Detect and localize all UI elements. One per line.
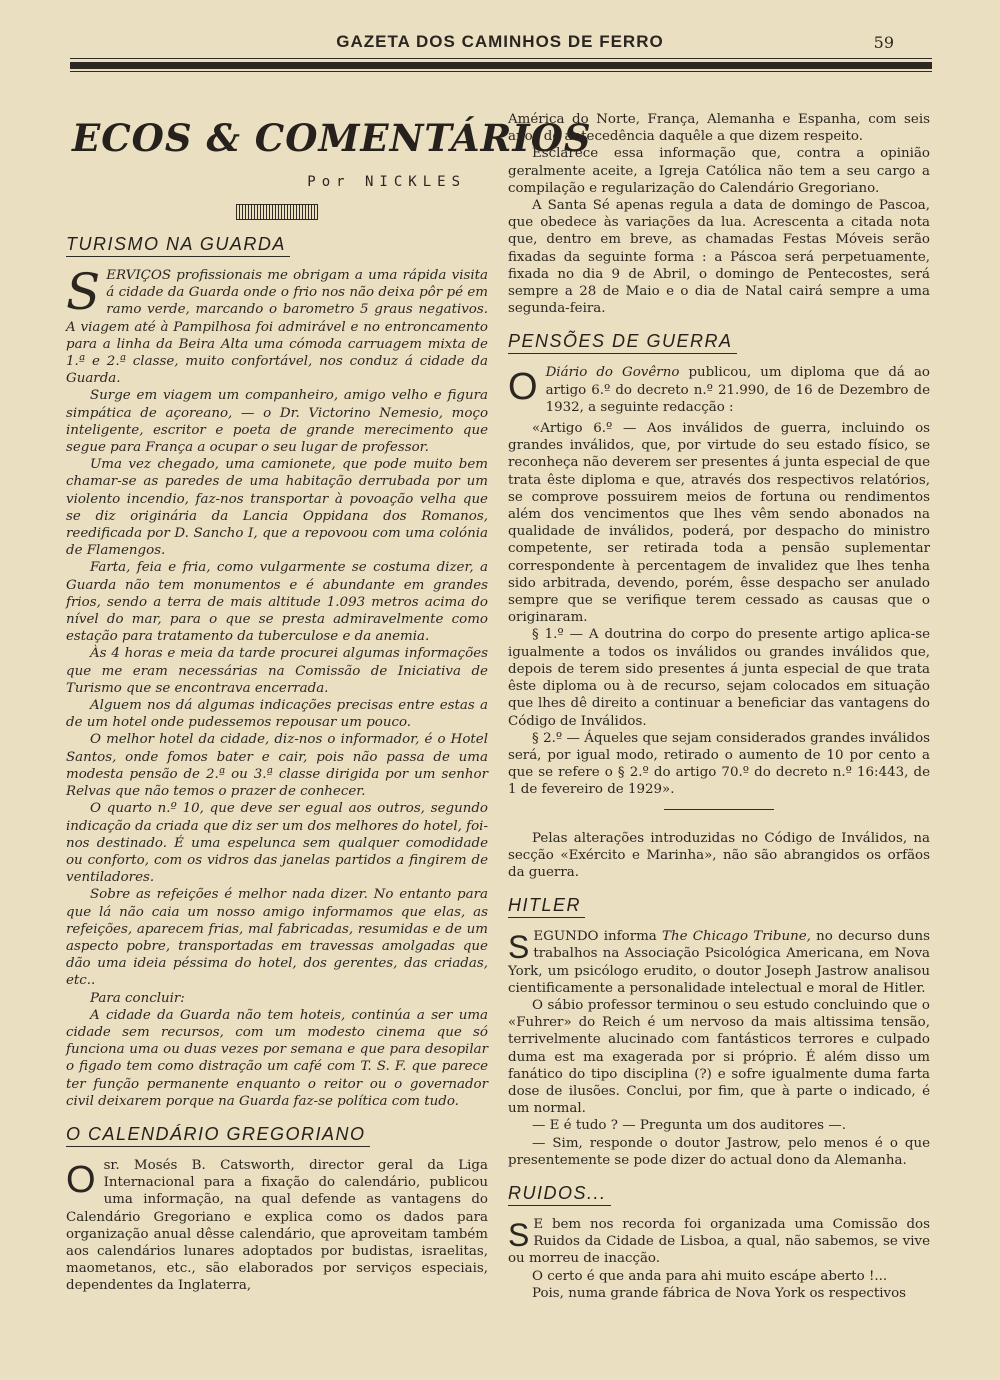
drop-cap: O (66, 1158, 96, 1201)
page-number: 59 (873, 33, 894, 52)
paragraph: Esclarece essa informação que, contra a opinião geralmente aceite, a Igreja Católica não tem a seu cargo a compilação e regularização do Calendário Gregoriano. (508, 146, 930, 196)
paragraph: SEGUNDO informa The Chicago Tribune, no decurso duns trabalhos na Associação Psicológica Americana, em Nova York, um psicólogo erudito, o doutor Joseph Jastrow analisou cientificamente a personalidade intelectual e moral de Hitler. (508, 929, 930, 996)
divider (664, 809, 774, 810)
paragraph: Uma vez chegado, uma camionete, que pode muito bem chamar-se as paredes de uma habitação derrubada por um violento incendio, faz-nos transportar à povoação velha que se diz originária da Lancia Oppidana dos Romanos, reedificada por D. Sancho I, que a repovoou com uma colónia de Flamengos. (66, 457, 488, 559)
paragraph: — E é tudo ? — Pregunta um dos auditores —. (532, 1118, 846, 1134)
paragraph: § 2.º — Áqueles que sejam considerados grandes inválidos será, por igual modo, retirado o aumento de 10 por cento a que se refere o § 2.º do artigo 70.º do decreto n.º 16:443, de 1 de fevereiro de 1929». (508, 730, 930, 798)
section-heading-pensoes: PENSÕES DE GUERRA (508, 331, 737, 354)
paragraph: Pelas alterações introduzidas no Código de Inválidos, na secção «Exército e Marinha», não são abrangidos os orfãos da guerra. (508, 830, 930, 880)
drop-cap: S (66, 263, 101, 321)
ornament-divider (236, 204, 318, 220)
publication-title: GAZETA DOS CAMINHOS DE FERRO (336, 32, 664, 51)
paragraph: Farta, feia e fria, como vulgarmente se costuma dizer, a Guarda não tem monumentos e é abundante em grandes frios, sendo a terra de mais altitude 1.093 metros acima do nível do mar, para o que se presta admiravelmente como estação para tratamento da tuberculose e da anemia. (66, 560, 488, 645)
paragraph: Surge em viagem um companheiro, amigo velho e figura simpática de açoreano, — o Dr. Victorino Nemesio, moço inteligente, escritor e poeta de grande merecimento que segue para França a ocupar o seu lugar de professor. (66, 388, 488, 456)
paragraph: O sábio professor terminou o seu estudo concluindo que o «Fuhrer» do Reich é um nervoso da mais altissima tensão, terrivelmente alucinado com fantásticos terrores e culpado duma est ma exagerada por si próprio. É além disso um fanático do tipo disciplina (?) e sofre igualmente duma farta dose de ilusões. Conclui, por fim, que à parte o indicado, é um normal. (508, 997, 930, 1117)
section-heading-calendario: O CALENDÁRIO GREGORIANO (66, 1124, 370, 1147)
paragraph: — Sim, responde o doutor Jastrow, pelo menos é o que presentemente se pode dizer do actual dono da Alemanha. (508, 1135, 930, 1168)
paragraph: A cidade da Guarda não tem hoteis, continúa a ser uma cidade sem recursos, com um modesto cinema que só funciona uma ou duas vezes por semana e que para desopilar o figado tem como distração um café com T. S. F. que parece ter função permanente enquanto o reitor ou o governador civil deixarem porque na Guarda faz-se política com tudo. (66, 1007, 488, 1109)
paragraph: Para concluir: (90, 990, 185, 1006)
paragraph: Pois, numa grande fábrica de Nova York os respectivos (532, 1285, 907, 1301)
paragraph: Osr. Mosés B. Catsworth, director geral da Liga Internacional para a fixação do calendário, publicou uma informação, na qual defende as vantagens do Calendário Gregoriano e explica como os dados para organização anual dêsse calendário, que aproveitam também aos calendários lunares adoptados por budistas, israelitas, maometanos, etc., são elaborados por serviços especiais, dependentes da Inglaterra, (66, 1157, 488, 1294)
drop-cap: S (508, 929, 530, 966)
header-rule-thick (70, 62, 932, 69)
section-turismo (66, 263, 488, 1110)
paragraph: SERVIÇOS profissionais me obrigam a uma rápida visita á cidade da Guarda onde o frio nos não deixa pôr pé em ramo verde, marcando o barometro 5 graus negativos. A viagem até à Pampilhosa foi admirável e no entroncamento para a linha da Beira Alta uma cómoda carruagem mixta de 1.ª e 2.ª classe, muito confortável, nos conduz á cidade da Guarda. (66, 263, 488, 387)
paragraph: O certo é que anda para ahi muito escápe aberto !... (532, 1268, 888, 1284)
drop-cap: O (508, 366, 538, 409)
header-rule-bottom (70, 71, 932, 72)
paragraph: A Santa Sé apenas regula a data de domingo de Pascoa, que obedece às variações da lua. Acrescenta a citada nota que, dentro em breve, as chamadas Festas Móveis serão fixadas da seguinte forma : a Páscoa será perpetuamente, fixada no dia 9 de Abril, o domingo de Pentecostes, será sempre a 28 de Maio e o dia de Natal cairá sempre a uma segunda-feira. (508, 198, 930, 317)
paragraph: S E bem nos recorda foi organizada uma Comissão dos Ruidos da Cidade de Lisboa, a qual, não sabemos, se vive ou morreu de inacção. (508, 1216, 930, 1267)
section-heading-ruidos: RUIDOS... (508, 1183, 611, 1206)
section-ruidos (508, 1216, 930, 1302)
paragraph: § 1.º — A doutrina do corpo do presente artigo aplica-se igualmente a todos os inválidos ou grandes inválidos que, depois de terem sido presentes á junta especial de que trata êste diploma ou à de recurso, sejam colocados em situação que lhes dê direito a continuar a beneficiar das vantagens do Código de Inválidos. (508, 627, 930, 729)
byline: Por NICKLES (307, 174, 466, 190)
paragraph: Às 4 horas e meia da tarde procurei algumas informações que me eram necessárias na Comissão de Iniciativa de Turismo que se encontrava encerrada. (66, 646, 488, 696)
paragraph: «Artigo 6.º — Aos inválidos de guerra, incluindo os grandes inválidos, que, por virtude do seu estado físico, se reconheça não deverem ser presentes á junta especial de que trata êste diploma e que, através dos respectivos relatórios, se comprove possuirem meios de fortuna ou rendimentos além dos vencimentos que lhes vêm sendo abonados na qualidade de inválidos, poderá, por despacho do ministro competente, ser retirada toda a pensão suplementar correspondente à percentagem de invalidez que lhes tenha sido arbitrada, devendo, porém, êsse despacho ser anulado sempre que se verifique terem cessado as causas que o originaram. (508, 421, 930, 626)
section-hitler (508, 928, 930, 1169)
section-pensoes (508, 364, 930, 881)
paragraph: Alguem nos dá algumas indicações precisas entre estas a de um hotel onde pudessemos repousar um pouco. (66, 698, 488, 731)
page-header (0, 30, 1000, 58)
section-calendario (66, 1157, 488, 1295)
paragraph: O Diário do Govêrno publicou, um diploma que dá ao artigo 6.º do decreto n.º 21.990, de 16 de Dezembro de 1932, a seguinte redacção : (508, 365, 930, 415)
right-column (508, 111, 930, 1302)
header-rule-top (70, 58, 932, 59)
article-title: ECOS & COMENTÁRIOS (72, 116, 592, 160)
section-heading-hitler: HITLER (508, 895, 585, 918)
drop-cap: S (508, 1216, 530, 1253)
paragraph: América do Norte, França, Alemanha e Espanha, com seis anos de antecedência daquêle a que dizem respeito. (508, 112, 930, 145)
paragraph: O quarto n.º 10, que deve ser egual aos outros, segundo indicação da criada que diz ser um dos melhores do hotel, foi-nos destinado. É uma espelunca sem qualquer comodidade ou conforto, com os vidros das janelas partidos a fingirem de ventiladores. (66, 801, 488, 886)
paragraph: O melhor hotel da cidade, diz-nos o informador, é o Hotel Santos, onde fomos bater e cair, pois não passa de uma modesta pensão de 2.ª ou 3.ª classe dirigida por um senhor Relvas que não temos o prazer de conhecer. (66, 732, 488, 800)
paragraph: Sobre as refeições é melhor nada dizer. No entanto para que lá não caia um nosso amigo informamos que elas, as refeições, aparecem frias, mal fabricadas, resumidas e de um aspecto pobre, transportadas em travessas amolgadas que dão uma ideia péssima do hotel, dos gerentes, das criadas, etc.. (66, 887, 488, 989)
section-heading-turismo: TURISMO NA GUARDA (66, 234, 290, 257)
